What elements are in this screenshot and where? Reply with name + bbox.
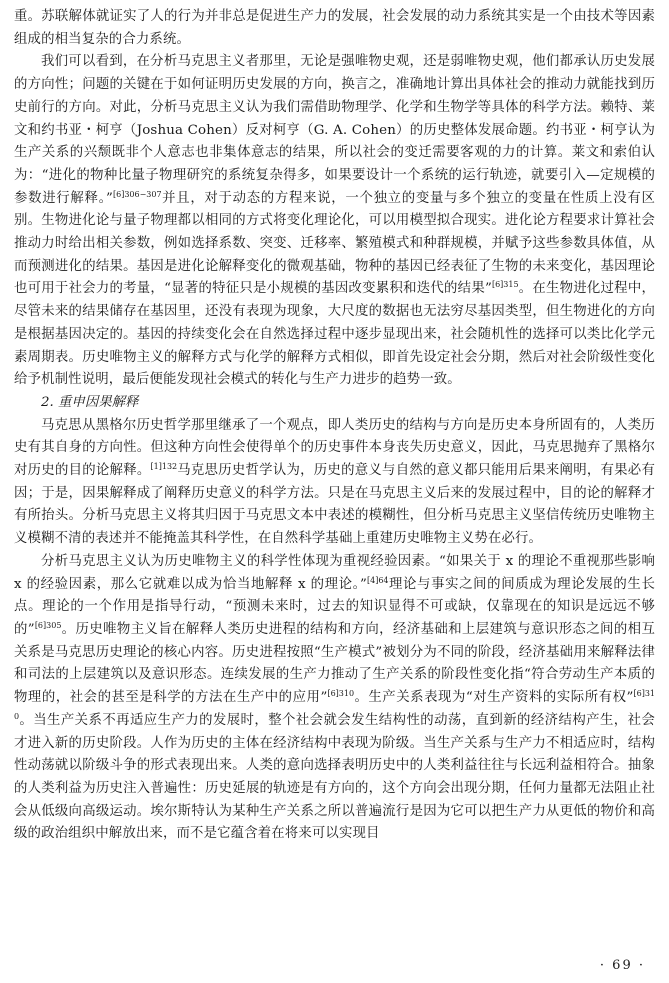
citation-superscript: [6]310 xyxy=(327,689,355,699)
text-run: 。历史唯物主义旨在解释人类历史进程的结构和方向，经济基础和上层建筑与意识形态之间的相互关系是马克思历史理论的核心内容。历史进程按照“生产模式”被划分为不同的阶段，经济基础用来解释法律和司法的上层建筑以及意识形态。连续发展的生产力推动了生产关系的阶段性变化指“符合劳动生产本质的物理的，社会的甚至是科学的方法在生产中的应用” xyxy=(14,621,655,706)
citation-superscript: [6]306−307 xyxy=(112,189,162,199)
citation-superscript: [1]132 xyxy=(150,462,178,472)
text-run: 。生产关系表现为“对生产资料的实际所有权” xyxy=(354,690,634,706)
citation-superscript: [4]64 xyxy=(366,575,389,585)
body-paragraph xyxy=(14,551,655,846)
citation-superscript: [6]310 xyxy=(14,689,655,721)
body-paragraph xyxy=(14,51,655,392)
text-run: 分析马克思主义认为历史唯物主义的科学性体现为重视经验因素。“如果关于 x 的理论不重视那些影响 x 的经验因素，那么它就难以成为恰当地解释 x 的理论。” xyxy=(14,553,655,592)
text-run: 马克思从黑格尔历史哲学那里继承了一个观点，即人类历史的结构与方向是历史本身所固有的，人类历史有其自身的方向性。但这种方向性会使得单个的历史事件本身丧失历史意义，因此，马克思抛弃了黑格尔对历史的目的论解释。 xyxy=(14,417,655,479)
body-paragraph xyxy=(14,415,655,551)
citation-superscript: [6]305 xyxy=(34,620,62,630)
document-page xyxy=(14,6,655,961)
page-number: · 69 · xyxy=(599,958,645,973)
text-run: 马克思历史哲学认为，历史的意义与自然的意义都只能用后果来阐明，有果必有因；于是，因果解释成了阐释历史意义的科学方法。只是在马克思主义后来的发展过程中，目的论的解释才有所抬头。分析马克思主义将其归因于马克思文本中表述的模糊性，但分析马克思主义坚信传统历史唯物主义模糊不清的表述并不能掩盖其科学性，在自然科学基础上重建历史唯物主义势在必行。 xyxy=(14,463,655,547)
citation-superscript: [6]315 xyxy=(491,280,519,290)
text-run: 2. 重申因果解释 xyxy=(41,394,139,410)
text-run: 并且，对于动态的方程来说，一个独立的变量与多个独立的变量在性质上没有区别。生物进化论与量子物理都以相同的方式将变化理论化，可以用模型拟合现实。进化论方程要求计算社会推动力时给出相关参数，例如选择系数、突变、迁移率、繁殖模式和种群规模，并赋予这些参数具体值，从而预测进化的结果。基因是进化论解释变化的微观基础，物种的基因已经表征了生物的未来变化，基因理论也可用于社会力的考量，“显著的特征只是小规模的基因改变累积和迭代的结果” xyxy=(14,190,655,297)
section-heading xyxy=(14,392,655,415)
text-run: 。在生物进化过程中，尽管未来的结果储存在基因里，还没有表现为现象，大尺度的数据也无法穷尽基因类型，但生物进化的方向是根据基因决定的。基因的持续变化会在自然选择过程中逐步显现出来，社会随机性的选择可以类比化学元素周期表。历史唯物主义的解释方式与化学的解释方式相似，即首先设定社会分期，然后对社会阶级性变化给予机制性说明，最后便能发现社会模式的转化与生产力进步的趋势一致。 xyxy=(14,281,655,388)
text-run: 我们可以看到，在分析马克思主义者那里，无论是强唯物史观，还是弱唯物史观，他们都承认历史发展的方向性；问题的关键在于如何证明历史发展的方向，换言之，准确地计算出具体社会的推动力就能找到历史前行的方向。对此，分析马克思主义认为我们需借助物理学、化学和生物学等具体的科学方法。赖特、莱文和约书亚・柯亨（Joshua Cohen）反对柯亨（G. A. Cohen）的历史整体发展命题。约书亚・柯亨认为生产关系的兴颓既非个人意志也非集体意志的结果，所以社会的变迁需要客观的力的计算。莱文和索伯认为：“进化的物种比量子物理研究的系统复杂得多，如果要设计一个系统的运行轨迹，就要引入—定规模的参数进行解释。” xyxy=(14,54,655,206)
text-run: 。当生产关系不再适应生产力的发展时，整个社会就会发生结构性的动荡，直到新的经济结构产生，社会才进入新的历史阶段。人作为历史的主体在经济结构中表现为阶级。当生产关系与生产力不相适应时，结构性动荡就以阶级斗争的形式表现出来。人类的意向选择表明历史中的人类利益往往与长远利益相符合。抽象的人类利益为历史注入普遍性：历史延展的轨迹是有方向的，这个方向会出现分期，任何力量都无法阻止社会从低级向高级运动。埃尔斯特认为某种生产关系之所以普遍流行是因为它可以把生产力从更低的物价和高级的政治组织中解放出来，而不是它蕴含着在将来可以实现目 xyxy=(14,712,655,842)
text-run: 理论与事实之间的间质成为理论发展的生长点。理论的一个作用是指导行动，“预测未来时，过去的知识显得不可或缺，仅靠现在的知识是远远不够的” xyxy=(14,576,655,637)
text-run: 重。苏联解体就证实了人的行为并非总是促进生产力的发展，社会发展的动力系统其实是一个由技术等因素组成的相当复杂的合力系统。 xyxy=(14,9,655,47)
body-paragraph xyxy=(14,6,655,51)
